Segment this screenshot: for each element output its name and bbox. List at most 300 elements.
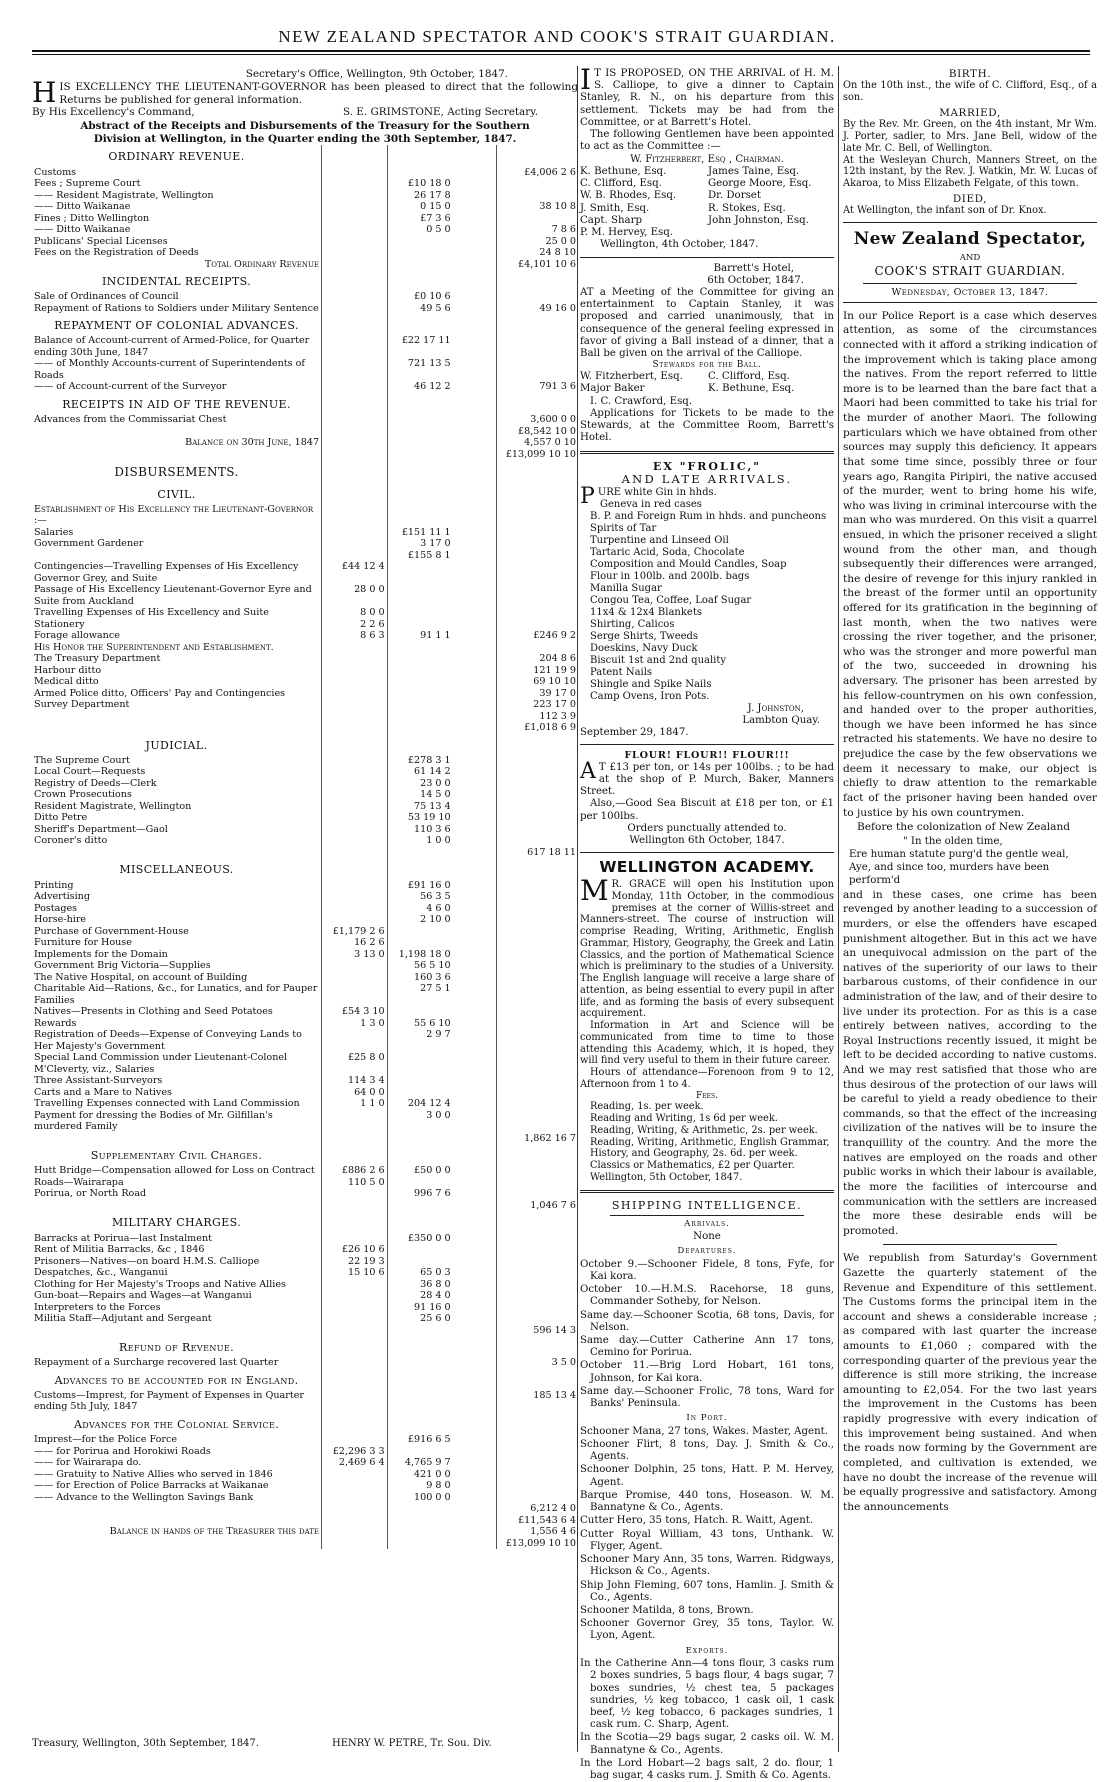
- account-amount: [453, 1302, 497, 1314]
- revenue-row: [32, 236, 578, 248]
- name-pair: [580, 371, 834, 383]
- account-amount: [496, 314, 578, 335]
- flour-also: Also,—Good Sea Biscuit at £18 per ton, or £1 per 100lbs.: [580, 798, 834, 822]
- account-amount: [453, 426, 497, 438]
- account-amount: [453, 1200, 497, 1212]
- account-amount: [387, 449, 453, 461]
- account-description: Carts and a Mare to Natives: [34, 1086, 172, 1098]
- account-amount: [496, 1165, 578, 1177]
- account-amount: [322, 688, 388, 700]
- account-amount: 112 3 9: [496, 711, 578, 723]
- account-amount: 56 3 5: [387, 891, 453, 903]
- account-amount: [496, 483, 578, 504]
- account-amount: 2 9 7: [387, 1029, 453, 1052]
- account-amount: [496, 1075, 578, 1087]
- account-description: Natives—Presents in Clothing and Seed Potatoes: [34, 1006, 273, 1018]
- departure-entry: October 10.—H.M.S. Racehorse, 18 guns, Commander Sotheby, for Nelson.: [580, 1284, 834, 1308]
- account-amount: [496, 1290, 578, 1302]
- committee-last: P. M. Hervey, Esq.: [580, 227, 674, 239]
- account-amount: 1 0 0: [387, 835, 453, 847]
- account-amount: [322, 880, 388, 892]
- account-amount: [322, 224, 388, 236]
- incidental-row: [32, 303, 578, 315]
- account-description: Implements for the Domain: [34, 948, 168, 960]
- account-description: Government Brig Victoria—Supplies: [34, 960, 211, 972]
- goods-item: 11x4 & 12x4 Blankets: [590, 606, 702, 618]
- account-amount: [322, 983, 388, 1006]
- married-head: MARRIED,: [939, 106, 1001, 119]
- account-amount: 49 5 6: [387, 303, 453, 315]
- account-description: RECEIPTS IN AID OF THE REVENUE.: [62, 397, 291, 411]
- goods-item: Serge Shirts, Tweeds: [590, 630, 699, 642]
- account-amount: [387, 1052, 453, 1075]
- receipts-subtotal-row: [32, 426, 578, 438]
- account-amount: [387, 1200, 453, 1212]
- repayment-row: [32, 335, 578, 358]
- frolic-date: September 29, 1847.: [580, 727, 689, 739]
- account-amount: 204 12 4: [387, 1098, 453, 1110]
- account-amount: 53 19 10: [387, 812, 453, 824]
- revenue-row: [32, 247, 578, 259]
- account-amount: [387, 676, 453, 688]
- account-amount: [322, 1336, 388, 1357]
- account-amount: [453, 1144, 497, 1165]
- account-amount: [322, 414, 388, 426]
- account-description: Salaries: [34, 526, 74, 538]
- account-description: [32, 1538, 322, 1550]
- account-description: Militia Staff—Adjutant and Sergeant: [34, 1313, 212, 1324]
- accounts-footer: [32, 1738, 578, 1750]
- account-description: Publicans' Special Licenses: [34, 235, 168, 247]
- account-amount: [322, 1503, 388, 1515]
- account-amount: [453, 358, 497, 381]
- account-amount: £50 0 0: [387, 1165, 453, 1177]
- goods-item: Patent Nails: [590, 666, 653, 678]
- superintendent-row: [32, 688, 578, 700]
- account-amount: [322, 1200, 388, 1212]
- footer-signatory: HENRY W. PETRE, Tr. Sou. Div.: [332, 1738, 492, 1749]
- account-amount: [453, 270, 497, 291]
- account-amount: [453, 460, 497, 482]
- export-entry: In the Scotia—29 bags sugar, 2 casks oil. W. M. Bannatyne & Co., Agents.: [580, 1732, 834, 1756]
- signed-by: By His Excellency's Command,: [32, 106, 195, 119]
- account-amount: [496, 1492, 578, 1504]
- account-amount: 791 3 6: [496, 381, 578, 393]
- account-description: Barracks at Porirua—last Instalment: [34, 1232, 212, 1244]
- judicial-row: [32, 755, 578, 767]
- account-amount: [453, 653, 497, 665]
- account-amount: [496, 1369, 578, 1390]
- account-amount: [496, 291, 578, 303]
- account-amount: [387, 1369, 453, 1390]
- account-amount: [453, 504, 497, 527]
- account-description: Balance of Account-current of Armed-Police, for Quarter ending 30th June, 1847: [34, 335, 310, 358]
- account-amount: 1,862 16 7: [496, 1133, 578, 1145]
- misc-row: [32, 1110, 578, 1133]
- paper-title: New Zealand Spectator,: [853, 229, 1087, 250]
- account-description: Contingencies—Travelling Expenses of His Excellency Governor Grey, and Suite: [34, 561, 299, 584]
- account-amount: [453, 880, 497, 892]
- account-description: ORDINARY REVENUE.: [108, 150, 245, 164]
- account-amount: 23 0 0: [387, 778, 453, 790]
- account-amount: [496, 270, 578, 291]
- misc-row: [32, 891, 578, 903]
- flour-date: Wellington 6th October, 1847.: [629, 835, 785, 847]
- account-description: Printing: [34, 879, 74, 891]
- account-amount: 8 0 0: [322, 607, 388, 619]
- civil-subtotal-row: [32, 722, 578, 734]
- goods-item: Composition and Mould Candles, Soap: [590, 558, 787, 570]
- account-amount: 996 7 6: [387, 1188, 453, 1200]
- account-amount: [453, 1369, 497, 1390]
- account-description: The Native Hospital, on account of Building: [34, 971, 248, 983]
- account-description: Forage allowance: [34, 630, 120, 642]
- calliope-notice: I T IS PROPOSED, ON THE ARRIVAL of H. M. S. Calliope, to give a dinner to Captain Stanley, R. N., on his departure from this settlement. Tickets may be had from the Committee, or at Barrett's Hotel.: [580, 63, 834, 128]
- account-amount: [453, 847, 497, 859]
- total-ordinary-row: [32, 259, 578, 271]
- account-amount: [453, 1290, 497, 1302]
- account-description: —— Ditto Waikanae: [34, 201, 131, 213]
- account-amount: 69 10 10: [496, 676, 578, 688]
- account-amount: [453, 835, 497, 847]
- account-amount: [387, 460, 453, 482]
- repayment-head: [32, 314, 578, 335]
- account-amount: [322, 145, 388, 166]
- military-row: [32, 1256, 578, 1268]
- person-name: C. Clifford, Esq.: [708, 371, 790, 383]
- account-amount: 38 10 8: [496, 201, 578, 213]
- account-amount: [453, 1165, 497, 1177]
- inport-entry: Cutter Hero, 35 tons, Hatch. R. Waitt, Agent.: [580, 1515, 814, 1527]
- account-description: Porirua, or North Road: [34, 1188, 147, 1200]
- person-name: Capt. Sharp: [580, 214, 642, 226]
- account-amount: [453, 619, 497, 631]
- account-description: Fees on the Registration of Deeds: [34, 247, 199, 259]
- disbursements-head: [32, 460, 578, 482]
- goods-item: B. P. and Foreign Rum in hhds. and puncheons: [590, 510, 827, 522]
- account-amount: [453, 414, 497, 426]
- account-amount: [387, 1538, 453, 1550]
- account-amount: [387, 926, 453, 938]
- account-amount: [387, 584, 453, 607]
- shipping-head: SHIPPING INTELLIGENCE.: [611, 1198, 803, 1212]
- export-entry: In the Catherine Ann—4 tons flour, 3 casks rum 2 boxes sundries, 5 bags flour, 4 bags sugar, 7 boxes sundries, ½ chest tea, 5 packages sundries, ½ keg tobacco, 1 cask oil, 1 cask beef, ½ keg tobacco, 6 packages sundries, 1 cask rum. C. Sharp, Agent.: [580, 1658, 834, 1731]
- person-name: R. Stokes, Esq.: [708, 202, 786, 214]
- account-amount: [453, 259, 497, 271]
- account-amount: [322, 270, 388, 291]
- account-amount: 1,046 7 6: [496, 1200, 578, 1212]
- account-amount: [453, 538, 497, 550]
- account-description: INCIDENTAL RECEIPTS.: [101, 275, 252, 289]
- account-amount: [496, 949, 578, 961]
- goods-item: Flour in 100lb. and 200lb. bags: [590, 570, 750, 582]
- account-amount: [322, 734, 388, 755]
- account-amount: [496, 1413, 578, 1434]
- flour-head: FLOUR! FLOUR!! FLOUR!!!: [624, 750, 790, 762]
- account-amount: [496, 213, 578, 225]
- account-amount: [322, 538, 388, 550]
- account-amount: [496, 527, 578, 539]
- account-amount: [453, 676, 497, 688]
- account-description: Sale of Ordinances of Council: [34, 291, 179, 303]
- account-amount: 28 0 0: [322, 584, 388, 607]
- account-amount: [322, 1357, 388, 1369]
- misc-row: [32, 1018, 578, 1030]
- account-amount: [322, 1469, 388, 1481]
- misc-row: [32, 1029, 578, 1052]
- account-amount: [322, 1413, 388, 1434]
- committee-chair: W. Fitzherbert, Esq , Chairman.: [630, 153, 784, 165]
- ball-place: Barrett's Hotel,: [713, 262, 794, 274]
- civil-head: [32, 483, 578, 504]
- account-description: Advances from the Commissariat Chest: [34, 414, 227, 426]
- account-amount: 0 15 0: [387, 201, 453, 213]
- account-description: Travelling Expenses of His Excellency and Suite: [34, 607, 269, 619]
- account-amount: 14 5 0: [387, 789, 453, 801]
- account-amount: [387, 699, 453, 711]
- account-amount: [453, 303, 497, 315]
- account-amount: [453, 1087, 497, 1099]
- account-amount: [322, 960, 388, 972]
- account-description: [32, 722, 322, 734]
- account-description: [32, 711, 322, 723]
- account-amount: [496, 926, 578, 938]
- account-amount: 56 5 10: [387, 960, 453, 972]
- incidental-head: [32, 270, 578, 291]
- account-amount: 28 4 0: [387, 1290, 453, 1302]
- goods-item: Spirits of Tar: [590, 522, 657, 534]
- goods-item: Turpentine and Linseed Oil: [590, 534, 729, 546]
- account-amount: £8,542 10 0: [496, 426, 578, 438]
- account-amount: [496, 824, 578, 836]
- inport-entry: Schooner Flirt, 8 tons, Day. J. Smith & Co., Agents.: [580, 1438, 834, 1463]
- military-row: [32, 1233, 578, 1245]
- account-amount: [387, 393, 453, 414]
- account-amount: 26 17 8: [387, 190, 453, 202]
- account-amount: [496, 1434, 578, 1446]
- goods-item: Congou Tea, Coffee, Loaf Sugar: [590, 594, 752, 606]
- account-amount: [453, 1446, 497, 1458]
- account-description: Prisoners—Natives—on board H.M.S. Calliope: [34, 1255, 260, 1267]
- goods-item: Manilla Sugar: [590, 582, 662, 594]
- account-amount: [322, 903, 388, 915]
- account-amount: [453, 1492, 497, 1504]
- account-amount: [453, 960, 497, 972]
- account-amount: [453, 1503, 497, 1515]
- account-amount: [387, 1075, 453, 1087]
- account-amount: £886 2 6: [322, 1165, 388, 1177]
- account-amount: [453, 437, 497, 449]
- judicial-row: [32, 789, 578, 801]
- account-amount: £916 6 5: [387, 1434, 453, 1446]
- account-amount: [387, 665, 453, 677]
- supp-row: [32, 1177, 578, 1189]
- account-amount: £10 18 0: [387, 178, 453, 190]
- account-description: Advances for the Colonial Service.: [73, 1417, 280, 1431]
- account-amount: [453, 550, 497, 562]
- departures-list: [580, 1259, 834, 1411]
- account-amount: 49 16 0: [496, 303, 578, 315]
- disbursements-subtotal-row: [32, 1515, 578, 1527]
- account-amount: [322, 358, 388, 381]
- account-description: Sheriff's Department—Gaol: [34, 823, 168, 835]
- account-amount: 1 3 0: [322, 1018, 388, 1030]
- advertisements-column: [580, 63, 834, 1782]
- account-amount: [322, 665, 388, 677]
- account-amount: [453, 236, 497, 248]
- account-amount: 223 17 0: [496, 699, 578, 711]
- accounts-signature: [32, 106, 578, 119]
- account-amount: [387, 847, 453, 859]
- account-amount: [387, 1413, 453, 1434]
- account-amount: [453, 630, 497, 642]
- account-description: Advances to be accounted for in England.: [54, 1373, 299, 1387]
- account-amount: [453, 213, 497, 225]
- account-amount: [322, 291, 388, 303]
- account-description: Supplementary Civil Charges.: [90, 1149, 263, 1163]
- account-description: Crown Prosecutions: [34, 789, 132, 801]
- departure-entry: Same day.—Schooner Scotia, 68 tons, Davis, for Nelson.: [580, 1309, 834, 1333]
- accounts-notice: HIS EXCELLENCY THE LIEUTENANT-GOVERNOR has been pleased to direct that the following Returns be published for general information.: [32, 76, 578, 110]
- account-amount: [387, 1133, 453, 1145]
- military-row: [32, 1267, 578, 1279]
- goods-item: Camp Ovens, Iron Pots.: [590, 690, 710, 702]
- fee-item: Classics or Mathematics, £2 per Quarter.: [590, 1160, 795, 1172]
- account-amount: [322, 314, 388, 335]
- flour-notice: A T £13 per ton, or 14s per 100lbs. ; to be had at the shop of P. Murch, Baker, Manners Street.: [580, 758, 834, 798]
- account-description: Clothing for Her Majesty's Troops and Native Allies: [34, 1278, 286, 1290]
- account-description: Charitable Aid—Rations, &c., for Lunatics, and for Pauper Families: [34, 983, 318, 1006]
- account-amount: [496, 914, 578, 926]
- account-amount: [453, 914, 497, 926]
- superintendent-row: [32, 653, 578, 665]
- account-amount: [387, 1336, 453, 1357]
- person-name: James Taine, Esq.: [708, 165, 800, 177]
- account-amount: [322, 1290, 388, 1302]
- article-para-1: In our Police Report is a case which deserves attention, as some of the circumstances connected with it afford a striking indication of the improvement which is taking place among the natives. From the report referred to little more is to be learned than the bare fact that a Maori had been committed to take his trial for the murder of another Maori. The following particulars which we have obtained from other sources may supply this deficiency. It appears that some time since, possibly three or four years ago, Rangita Piripiri, the native accused of the murder, went to bring home his wife, who was living in criminal intercourse with the man who was murdered. On this visit a quarrel ensued, in which the prisoner received a slight wound from the other man, and though subsequently their differences were arranged, the desire of revenge for this injury rankled in the breast of the former until an opportunity offered for its gratification in the beginning of last month, when the two natives were crossing the river together, and the prisoner, who was the stronger and more powerful man of the two, succeeded in drowning his adversary. The prisoner has been arrested by his fellow-countrymen on his own confession, and handed over to the proper authorities, though we have been informed he has since retracted his statements. We have no desire to prejudice the case by the few observations we deem it necessary to make, our object is chiefly to draw attention to the remarkable fact of the prisoner having been handed over to justice by his own countrymen.: [843, 309, 1097, 819]
- account-amount: [496, 880, 578, 892]
- account-amount: [496, 1211, 578, 1232]
- account-amount: 91 1 1: [387, 630, 453, 642]
- account-description: Fines ; Ditto Wellington: [34, 212, 150, 224]
- misc-row: [32, 937, 578, 949]
- account-amount: [496, 538, 578, 550]
- account-amount: [322, 167, 388, 179]
- account-description: Furniture for House: [34, 937, 132, 949]
- person-name: John Johnston, Esq.: [708, 214, 809, 226]
- account-description: [32, 550, 322, 562]
- ball-tickets: Applications for Tickets to be made to the Stewards, at the Committee Room, Barrett's Hotel.: [580, 407, 834, 444]
- person-name: Dr. Dorset: [708, 190, 761, 202]
- account-amount: [453, 201, 497, 213]
- account-amount: 121 19 9: [496, 665, 578, 677]
- account-amount: [453, 1267, 497, 1279]
- account-amount: 36 8 0: [387, 1279, 453, 1291]
- account-amount: 91 16 0: [387, 1302, 453, 1314]
- account-amount: [453, 1029, 497, 1052]
- account-amount: [453, 1457, 497, 1469]
- account-amount: £54 3 10: [322, 1006, 388, 1018]
- account-amount: 46 12 2: [387, 381, 453, 393]
- account-amount: [453, 1006, 497, 1018]
- account-amount: 1 1 0: [322, 1098, 388, 1110]
- account-amount: 24 8 10: [496, 247, 578, 259]
- account-amount: [496, 858, 578, 879]
- account-amount: [322, 711, 388, 723]
- frolic-sign: J. Johnston,: [747, 702, 804, 714]
- account-amount: [496, 1244, 578, 1256]
- account-description: The Supreme Court: [34, 754, 131, 766]
- account-amount: £4,006 2 6: [496, 167, 578, 179]
- account-amount: [322, 236, 388, 248]
- colonial-row: [32, 1457, 578, 1469]
- account-amount: [322, 1188, 388, 1200]
- account-amount: [322, 1144, 388, 1165]
- account-amount: [387, 1177, 453, 1189]
- account-description: —— Advance to the Wellington Savings Bank: [34, 1491, 254, 1503]
- inport-list: [580, 1426, 834, 1643]
- account-description: CIVIL.: [157, 487, 196, 501]
- account-description: Special Land Commission under Lieutenant-Colonel M'Cleverty, viz., Salaries: [34, 1052, 288, 1075]
- account-amount: [453, 688, 497, 700]
- paper-and: AND: [959, 252, 981, 263]
- account-amount: £13,099 10 10: [496, 1538, 578, 1550]
- misc-head: [32, 858, 578, 879]
- account-description: Medical ditto: [34, 676, 99, 688]
- account-description: Rewards: [34, 1017, 77, 1029]
- account-amount: [322, 755, 388, 767]
- account-amount: [322, 1434, 388, 1446]
- frolic-goods-list: [580, 483, 834, 703]
- account-amount: [453, 665, 497, 677]
- revenue-row: [32, 190, 578, 202]
- superintendent-row: [32, 665, 578, 677]
- account-amount: [453, 1313, 497, 1325]
- account-amount: 27 5 1: [387, 983, 453, 1006]
- misc-row: [32, 914, 578, 926]
- account-amount: [322, 1526, 388, 1538]
- account-amount: [453, 1357, 497, 1369]
- account-description: Survey Department: [34, 699, 130, 711]
- account-amount: £350 0 0: [387, 1233, 453, 1245]
- account-amount: [322, 303, 388, 315]
- account-description: —— of Monthly Accounts-current of Superintendents of Roads: [34, 358, 305, 381]
- signatory: S. E. GRIMSTONE, Acting Secretary.: [342, 106, 538, 119]
- account-amount: [322, 449, 388, 461]
- account-amount: [496, 1302, 578, 1314]
- judicial-row: [32, 801, 578, 813]
- account-amount: [322, 201, 388, 213]
- account-amount: [453, 903, 497, 915]
- account-amount: [322, 812, 388, 824]
- supp-row: [32, 1188, 578, 1200]
- verse-line-1: " In the olden time,: [903, 835, 1003, 847]
- account-amount: [496, 1018, 578, 1030]
- account-amount: [496, 1457, 578, 1469]
- accounts-dateline: Secretary's Office, Wellington, 9th October, 1847.: [245, 68, 508, 80]
- account-amount: [453, 190, 497, 202]
- fee-item: Reading and Writing, 1s 6d per week.: [590, 1113, 778, 1125]
- account-amount: [496, 504, 578, 527]
- account-amount: [322, 247, 388, 259]
- account-description: [32, 426, 322, 438]
- account-amount: [453, 1233, 497, 1245]
- military-row: [32, 1279, 578, 1291]
- account-amount: [453, 734, 497, 755]
- fee-item: Reading, Writing, & Arithmetic, 2s. per week.: [590, 1124, 818, 1136]
- account-amount: [322, 1325, 388, 1337]
- ball-date: 6th October, 1847.: [707, 274, 804, 286]
